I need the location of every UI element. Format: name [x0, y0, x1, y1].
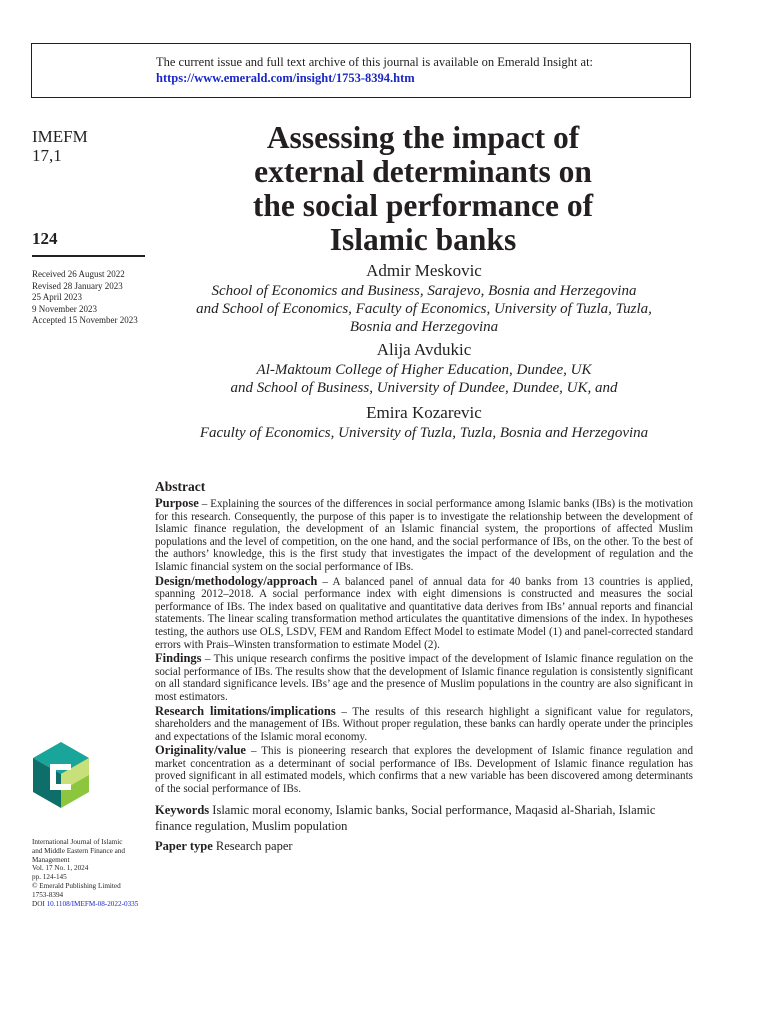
history-revised-3: 9 November 2023 [32, 303, 97, 314]
author-name-2: Alija Avdukic [376, 340, 472, 359]
journal-url-link[interactable]: https://www.emerald.com/insight/1753-8394.htm [156, 71, 415, 85]
history-received: Received 26 August 2022 [32, 269, 125, 279]
abstract-text: – This unique research confirms the positive impact of the development of Islamic finance regulation on the social performance of IBs. The results show that the development of Islamic finance regulation is consistently significant on all standard significance levels. IBs’ age and the presence of Muslim populations in the country are also significant in most estimators. [155, 653, 693, 703]
submission-history [32, 269, 138, 327]
history-revised-2: 25 April 2023 [32, 292, 83, 303]
abstract-text: – Explaining the sources of the differences in social performance among Islamic banks (IBs) is the motivation for this research. Consequently, the purpose of this paper is to investigate the relationship between the development of Islamic finance regulation, the development of an Islamic financial system, the proportions of affected Muslim populations and the level of competition, on the one hand, and the social performance of IBs, on the other. To the best of the authors’ knowledge, this is the first study that investigates the impact of the development of regulation and the Islamic financial system on the social performance of IBs. [155, 498, 693, 573]
paper-type-text: Research paper [212, 838, 293, 853]
abstract-label: Purpose [155, 496, 199, 510]
footer-line: © Emerald Publishing Limited [32, 881, 121, 890]
abstract-text: – A balanced panel of annual data for 40 banks from 13 countries is applied, spanning 2012–2018. A social performance index with eight dimensions is constructed and measures the social performance of IBs. The index based on qualitative and quantitative data derives from IBs’ annual reports and financial statements. The linear scaling transformation method articulates the quantitative dimensions of the index. In hypotheses testing, the authors use OLS, LSDV, FEM and Random Effect Model to estimate Model (1) and panel-corrected standard errors with Prais–Winsten transformation to estimate Model (2). [155, 575, 693, 651]
abstract-text: – The results of this research highlight a significant value for regulators, shareholders and the management of IBs. Without proper regulation, these banks can hardly operate under the principles and expectations of the Islamic moral economy. [155, 705, 693, 743]
affiliation-line: School of Economics and Business, Sarajevo, Bosnia and Herzegovina [211, 283, 637, 299]
history-accepted: Accepted 15 November 2023 [32, 315, 138, 326]
affiliation-line: Bosnia and Herzegovina [349, 319, 499, 335]
abstract-label: Design/methodology/approach [155, 573, 318, 588]
footer-line: 1753-8394 [32, 890, 64, 899]
abstract-limitations [155, 705, 693, 744]
doi-line [32, 900, 138, 909]
author-affiliation-3 [160, 424, 688, 442]
volume-issue: 17,1 [32, 146, 62, 165]
abstract-heading: Abstract [155, 479, 206, 494]
title-line: Islamic banks [329, 222, 517, 257]
author-name-3: Emira Kozarevic [366, 403, 482, 422]
emerald-logo-icon [31, 741, 91, 809]
abstract-design [155, 575, 693, 652]
affiliation-line: and School of Business, University of Dundee, Dundee, UK, and [230, 380, 618, 396]
abstract-section [155, 479, 693, 854]
abstract-label: Originality/value [155, 743, 246, 758]
archive-notice-text: The current issue and full text archive of this journal is available on Emerald Insight at: [156, 55, 594, 69]
abstract-label: Findings [155, 651, 202, 666]
abstract-purpose [155, 497, 693, 574]
page-number-rule [32, 255, 145, 257]
author-name-1: Admir Meskovic [366, 261, 482, 280]
paper-type-label: Paper type [155, 838, 213, 853]
archive-notice-box [31, 43, 691, 98]
affiliation-line: Faculty of Economics, University of Tuzla, Tuzla, Bosnia and Herzegovina [199, 425, 649, 441]
article-title [190, 121, 656, 257]
footer-line: Management [32, 855, 70, 864]
footer-line: and Middle Eastern Finance and [32, 846, 126, 855]
doi-link[interactable]: 10.1108/IMEFM-08-2022-0335 [46, 899, 139, 908]
abstract-originality [155, 744, 693, 795]
keywords-label: Keywords [155, 802, 210, 817]
title-line: the social performance of [252, 188, 594, 223]
page-number: 124 [32, 229, 58, 248]
keywords-text: Islamic moral economy, Islamic banks, Social performance, Maqasid al-Shariah, Islamic finance regulation, Muslim population [155, 802, 656, 833]
affiliation-line: and School of Economics, Faculty of Economics, University of Tuzla, Tuzla, [196, 301, 652, 317]
keywords [155, 802, 693, 834]
author-affiliation-1 [160, 282, 688, 336]
history-revised: Revised 28 January 2023 [32, 280, 123, 291]
footer-line: pp. 124-145 [32, 873, 67, 882]
footer-line: International Journal of Islamic [32, 838, 123, 846]
publication-details [32, 838, 138, 908]
abstract-text: – This is pioneering research that explores the development of Islamic finance regulation and market concentration as a determinant of social performance of IBs. Development of Islamic finance regulation has proved significant in all estimated models, which confirms that a new variable has been discovered among determinants of the social performance of IBs. [155, 745, 693, 796]
abstract-findings [155, 652, 693, 703]
title-line: external determinants on [254, 154, 592, 189]
doi-label: DOI [32, 899, 45, 908]
paper-type [155, 839, 693, 854]
author-affiliation-2 [160, 361, 688, 397]
footer-line: Vol. 17 No. 1, 2024 [32, 864, 89, 873]
affiliation-line: Al-Maktoum College of Higher Education, Dundee, UK [256, 362, 592, 378]
journal-volume-block [32, 127, 88, 165]
journal-abbreviation: IMEFM [32, 127, 88, 146]
title-line: Assessing the impact of [266, 120, 580, 155]
abstract-label: Research limitations/implications [155, 703, 336, 718]
